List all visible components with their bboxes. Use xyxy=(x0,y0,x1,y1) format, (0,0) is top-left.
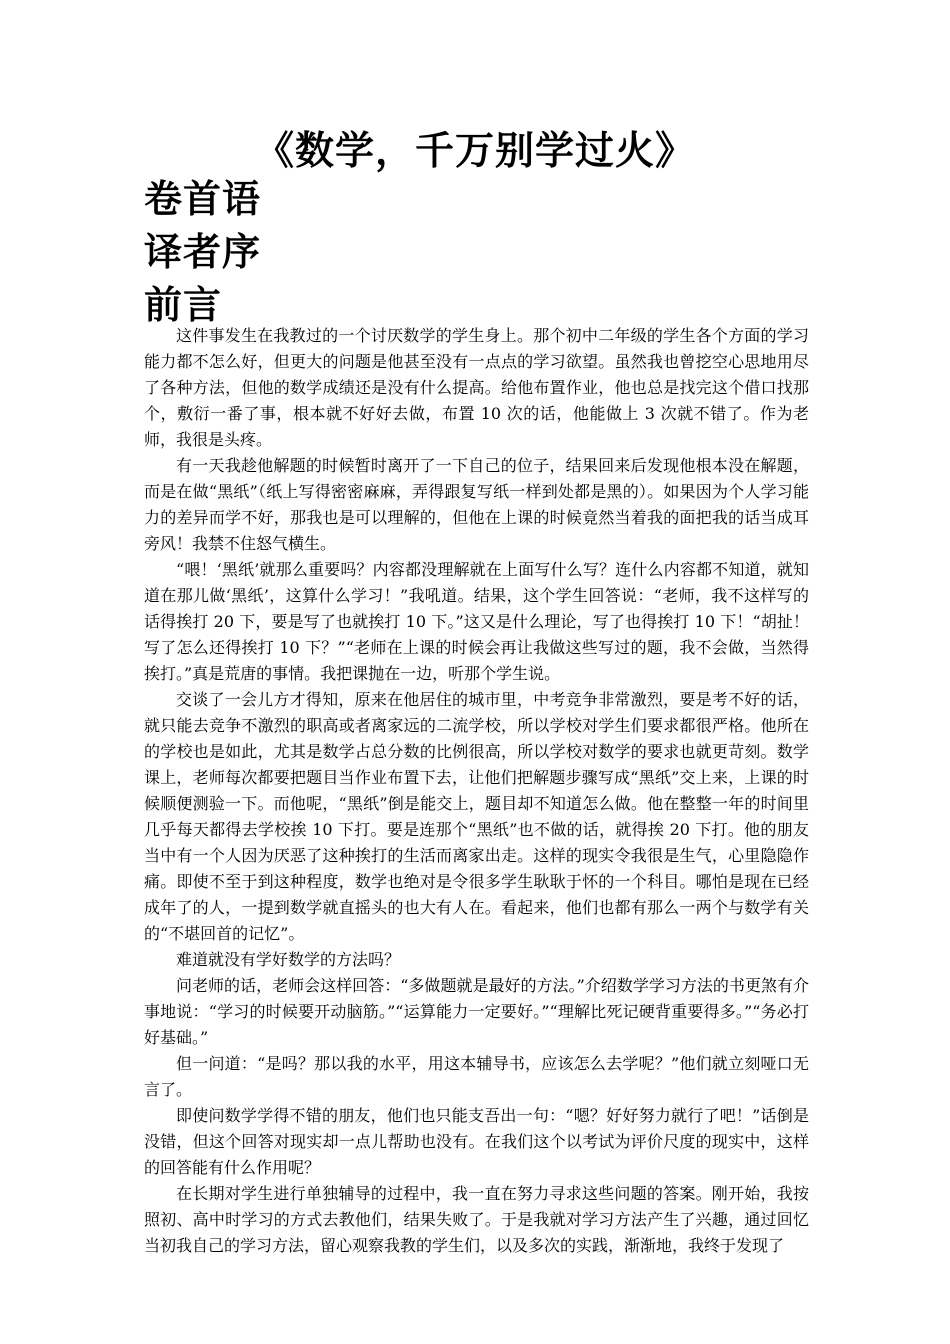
paragraph: 有一天我趁他解题的时候暂时离开了一下自己的位子，结果回来后发现他根本没在解题，而是在做“黑纸”（纸上写得密密麻麻，弄得跟复写纸一样到处都是黑的）。如果因为个人学习能力的差异而学不好，那我也是可以理解的，但他在上课的时候竟然当着我的面把我的话当成耳旁风！我禁不住怒气横生。 xyxy=(144,456,809,553)
paragraph: 难道就没有学好数学的方法吗？ xyxy=(176,950,401,969)
paragraph: 即使问数学学得不错的朋友，他们也只能支吾出一句：“嗯？好好努力就行了吧！”话倒是没错，但这个回答对现实却一点儿帮助也没有。在我们这个以考试为评价尺度的现实中，这样的回答能有什么作用呢？ xyxy=(144,1106,809,1177)
paragraph: 这件事发生在我教过的一个讨厌数学的学生身上。那个初中二年级的学生各个方面的学习能力都不怎么好，但更大的问题是他甚至没有一点点的学习欲望。虽然我也曾挖空心思地用尽了各种方法，但他的数学成绩还是没有什么提高。给他布置作业，他也总是找完这个借口找那个，敷衍一番了事，根本就不好好去做，布置 10 次的话，他能做上 3 次就不错了。作为老师，我很是头疼。 xyxy=(144,326,809,449)
body-text xyxy=(144,323,809,1259)
heading-translator-preface: 译者序 xyxy=(144,229,262,274)
paragraph: 但一问道：“是吗？那以我的水平，用这本辅导书，应该怎么去学呢？”他们就立刻哑口无言了。 xyxy=(144,1054,809,1099)
paragraph: 交谈了一会儿方才得知，原来在他居住的城市里，中考竞争非常激烈，要是考不好的话，就只能去竞争不激烈的职高或者离家远的二流学校，所以学校对学生们要求都很严格。他所在的学校也是如此，尤其是数学占总分数的比例很高，所以学校对数学的要求也就更苛刻。数学课上，老师每次都要把题目当作业布置下去，让他们把解题步骤写成“黑纸”交上来，上课的时候顺便测验一下。而他呢，“黑纸”倒是能交上，题目却不知道怎么做。他在整整一年的时间里几乎每天都得去学校挨 10 下打。要是连那个“黑纸”也不做的话，就得挨 20 下打。他的朋友当中有一个人因为厌恶了这种挨打的生活而离家出走。这样的现实令我很是生气，心里隐隐作痛。即使不至于到这种程度，数学也绝对是令很多学生耿耿于怀的一个科目。哪怕是现在已经成年了的人，一提到数学就直摇头的也大有人在。看起来，他们也都有那么一两个与数学有关的“不堪回首的记忆”。 xyxy=(144,690,809,943)
paragraph: 问老师的话，老师会这样回答：“多做题就是最好的方法。”介绍数学学习方法的书更煞有介事地说：“学习的时候要开动脑筋。”“运算能力一定要好。”“理解比死记硬背重要得多。”“务必打好基础。” xyxy=(144,976,809,1047)
document-title: 《数学，千万别学过火》 xyxy=(254,128,695,174)
paragraph: “喂！‘黑纸’就那么重要吗？内容都没理解就在上面写什么写？连什么内容都不知道，就知道在那儿做‘黑纸’，这算什么学习！”我吼道。结果，这个学生回答说：“老师，我不这样写的话得挨打 20 下，要是写了也就挨打 10 下。”这又是什么理论，写了也得挨打 10 下！“胡扯！写了怎么还得挨打 10 下？”“老师在上课的时候会再让我做这些写过的题，我不会做，当然得挨打。”真是荒唐的事情。我把课抛在一边，听那个学生说。 xyxy=(144,560,809,683)
heading-foreword: 前言 xyxy=(144,282,223,327)
heading-preface-quote: 卷首语 xyxy=(144,176,262,221)
paragraph: 在长期对学生进行单独辅导的过程中，我一直在努力寻求这些问题的答案。刚开始，我按照初、高中时学习的方式去教他们，结果失败了。于是我就对学习方法产生了兴趣，通过回忆当初我自己的学习方法，留心观察我教的学生们，以及多次的实践，渐渐地，我终于发现了 xyxy=(144,1184,809,1255)
